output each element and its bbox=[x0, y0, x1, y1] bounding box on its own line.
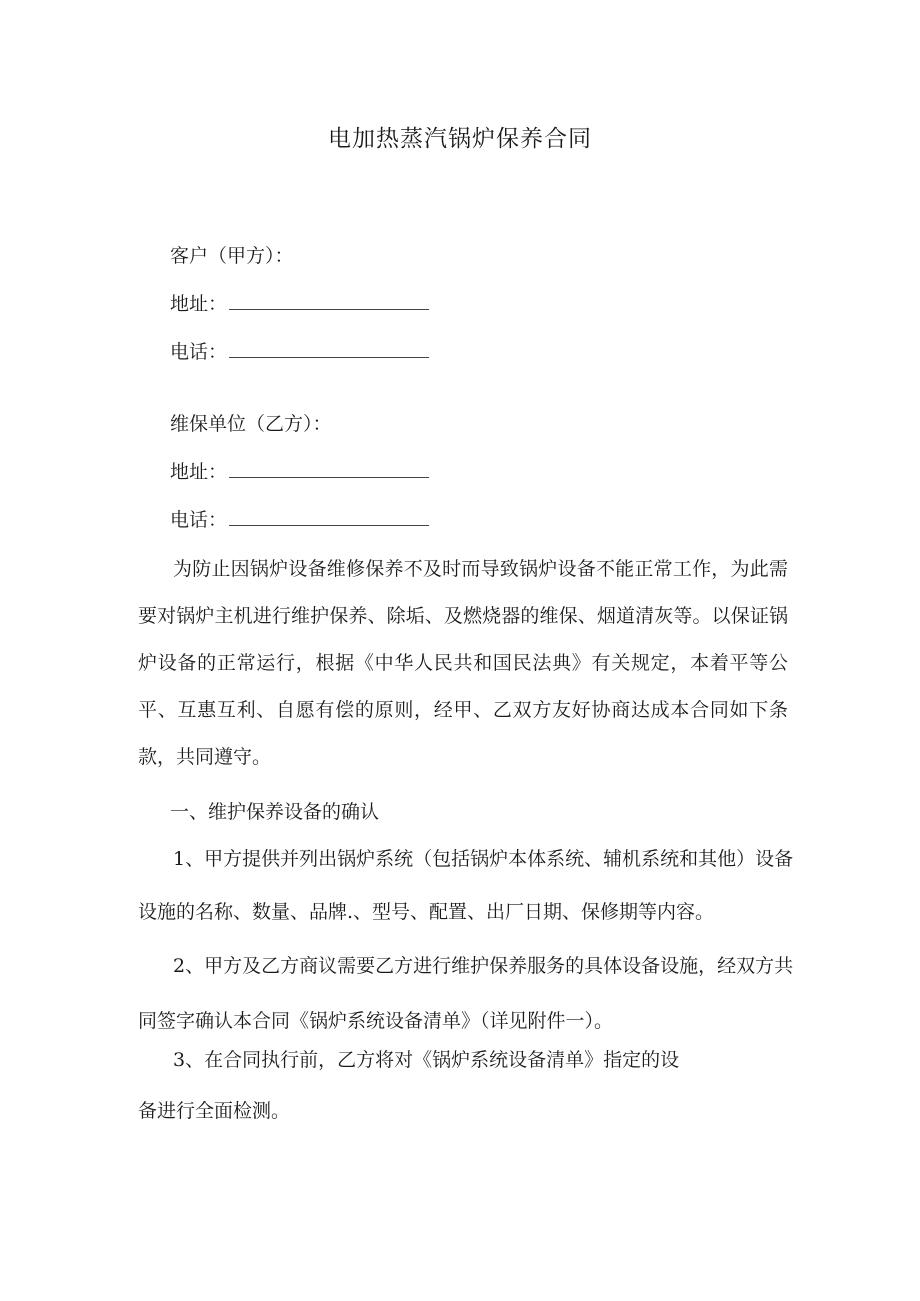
item-3-line-1: 3、在合同执行前，乙方将对《锅炉系统设备清单》指定的设 bbox=[173, 1049, 680, 1071]
party-a-phone-label: 电话： bbox=[170, 341, 228, 363]
party-b-phone-row bbox=[170, 507, 429, 533]
item-3-line-2: 备进行全面检测。 bbox=[138, 1100, 291, 1122]
party-b-heading: 维保单位（乙方）： bbox=[170, 413, 332, 435]
document-title: 电加热蒸汽锅炉保养合同 bbox=[328, 126, 592, 152]
party-a-phone-row bbox=[170, 339, 429, 365]
party-a-phone-blank bbox=[229, 339, 429, 358]
party-a-address-row bbox=[170, 291, 429, 317]
party-b-phone-label: 电话： bbox=[170, 509, 228, 531]
party-a-address-label: 地址： bbox=[170, 293, 228, 315]
party-b-address-blank bbox=[229, 459, 429, 478]
party-b-phone-blank bbox=[229, 507, 429, 526]
item-2: 2、甲方及乙方商议需要乙方进行维护保养服务的具体设备设施，经双方共同签字确认本合同《锅炉系统设备清单》（详见附件一）。 bbox=[138, 955, 794, 1032]
party-b-address-label: 地址： bbox=[170, 461, 228, 483]
party-b-address-row bbox=[170, 459, 429, 485]
item-1: 1、甲方提供并列出锅炉系统（包括锅炉本体系统、辅机系统和其他）设备设施的名称、数量、品牌.、型号、配置、出厂日期、保修期等内容。 bbox=[138, 848, 794, 923]
party-a-address-blank bbox=[229, 291, 429, 310]
party-a-heading: 客户（甲方）： bbox=[170, 245, 294, 267]
intro-paragraph: 为防止因锅炉设备维修保养不及时而导致锅炉设备不能正常工作，为此需要对锅炉主机进行维护保养、除垢、及燃烧器的维保、烟道清灰等。以保证锅炉设备的正常运行，根据《中华人民共和国民法典》有关规定，本着平等公平、互惠互利、自愿有偿的原则，经甲、乙双方友好协商达成本合同如下条款，共同遵守。 bbox=[138, 558, 788, 768]
section-1-heading: 一、维护保养设备的确认 bbox=[170, 801, 380, 823]
